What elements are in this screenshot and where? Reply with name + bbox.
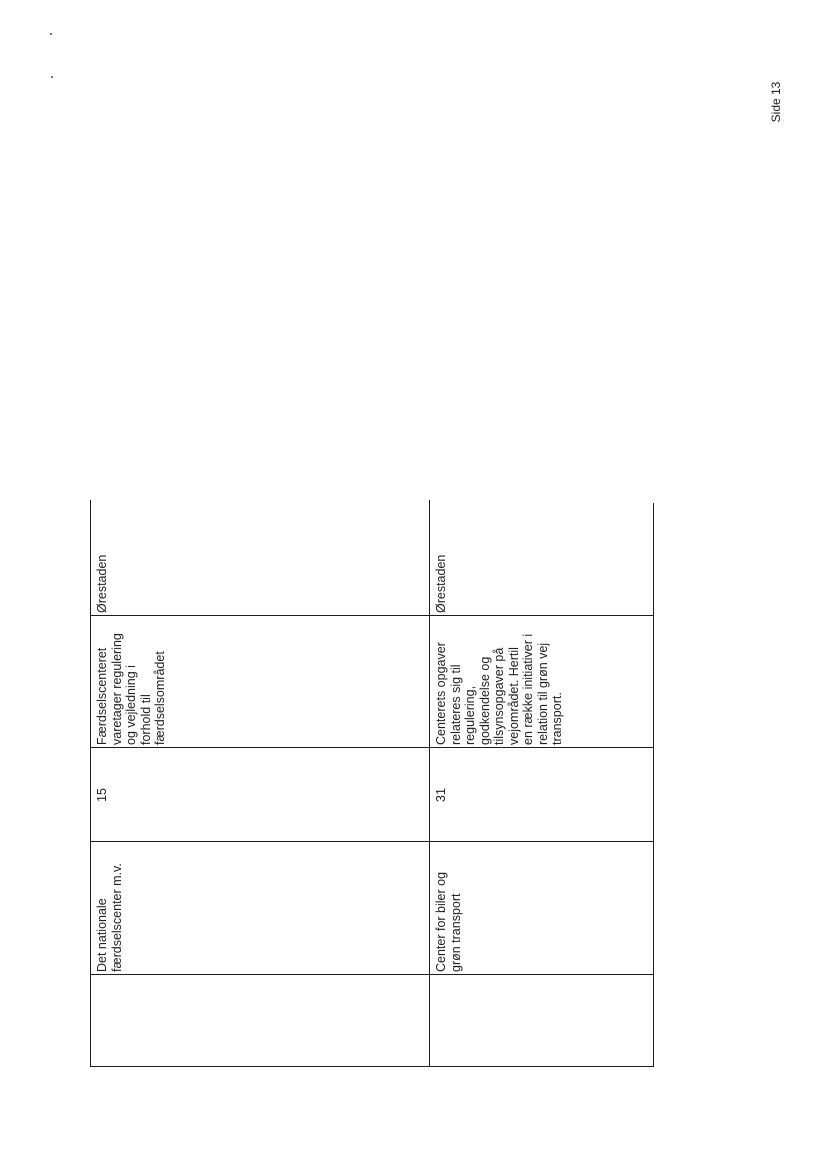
table-column-divider	[90, 841, 654, 842]
table-cell-name: Center for biler og grøn transport	[434, 871, 463, 972]
table-cell-number: 15	[95, 788, 109, 802]
table-cell-name: Det nationale færdselscenter m.v.	[95, 863, 124, 972]
table-column-divider	[90, 974, 654, 975]
scan-speck	[51, 76, 53, 78]
table-column-divider	[90, 747, 654, 748]
scan-speck	[50, 33, 52, 35]
page-number: Side 13	[769, 81, 783, 123]
table-border-left	[90, 500, 91, 1067]
table-cell-description: Færdselscenteret varetager regulering og vejledning i forhold til færdselsområdet	[95, 633, 167, 745]
table-cell-location: Ørestaden	[95, 554, 109, 613]
table-border-bottom	[90, 1066, 654, 1067]
table-cell-number: 31	[434, 788, 448, 802]
table-column-divider	[90, 615, 654, 616]
table-row-divider	[429, 500, 430, 1067]
table-cell-description: Centerets opgaver relateres sig til regulering, godkendelse og tilsynsopgaver på vejområdet. Hertil en række initiativer i relation til grøn vej transport.	[434, 633, 564, 745]
table-cell-location: Ørestaden	[434, 554, 448, 613]
table-border-right	[653, 503, 654, 1067]
